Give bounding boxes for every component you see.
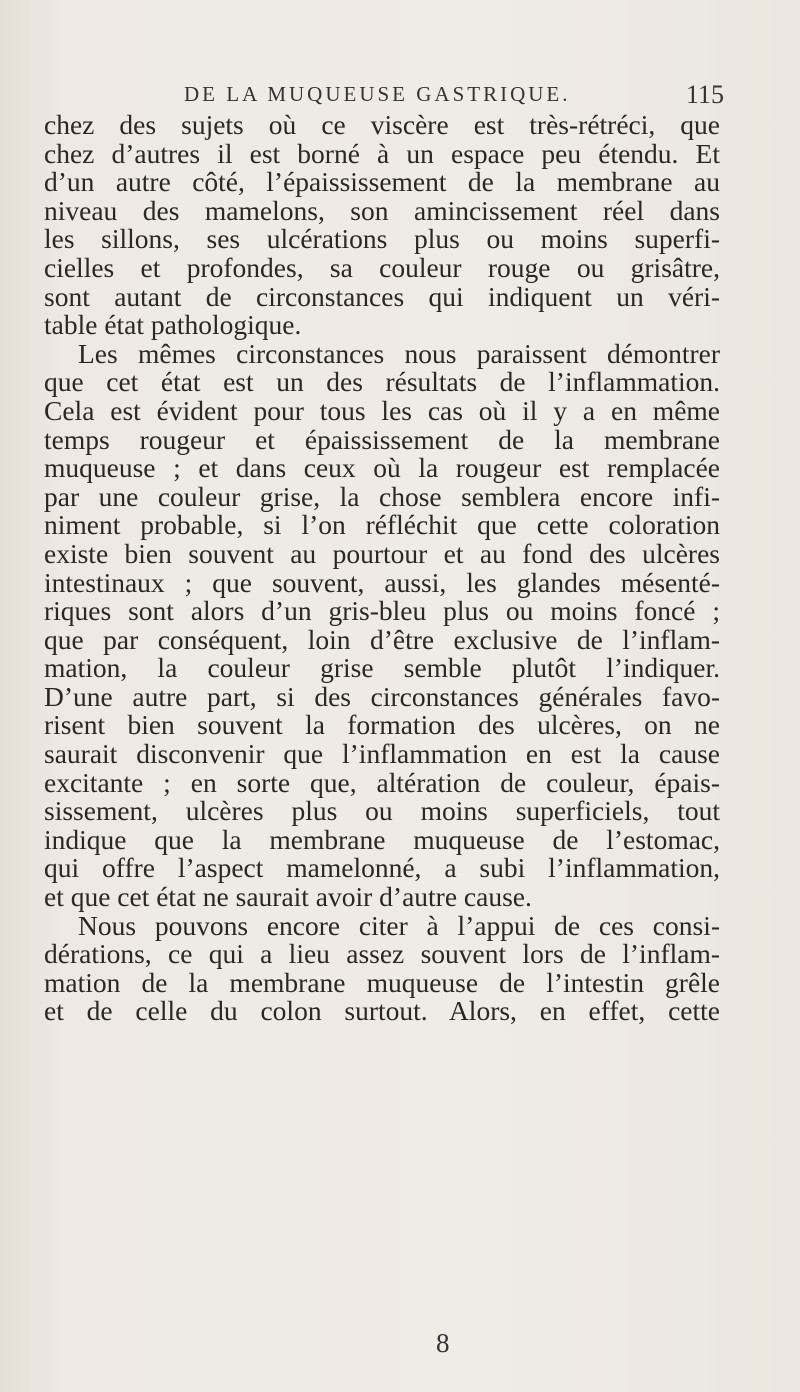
text-line: indique que la membrane muqueuse de l’estomac, [44,823,720,855]
text-line: D’une autre part, si des circonstances générales favo- [44,680,720,712]
text-line: qui offre l’aspect mamelonné, a subi l’inflammation, [44,852,720,884]
running-head: DE LA MUQUEUSE GASTRIQUE. [184,82,571,106]
text-line: niveau des mamelons, son amincissement réel dans [44,194,720,226]
text-line: par une couleur grise, la chose semblera encore infi- [44,480,720,512]
page-number: 115 [685,80,724,109]
text-line: dérations, ce qui a lieu assez souvent lors de l’inflam- [44,938,720,970]
text-line: d’un autre côté, l’épaississement de la membrane au [44,166,720,198]
text-line: niment probable, si l’on réfléchit que cette coloration [44,509,720,541]
signature-mark: 8 [436,1328,450,1358]
text-line: mation, la couleur grise semble plutôt l’indiquer. [44,652,720,684]
text-line: saurait disconvenir que l’inflammation en est la cause [44,738,720,770]
text-line: temps rougeur et épaississement de la membrane [44,423,720,455]
text-line: et que cet état ne saurait avoir d’autre cause. [44,881,532,913]
text-line: cielles et profondes, sa couleur rouge ou grisâtre, [44,251,720,283]
body-text [44,111,720,1026]
text-line: chez des sujets où ce viscère est très-rétréci, que [44,109,720,140]
text-line: et de celle du colon surtout. Alors, en effet, cette [44,995,720,1027]
text-line: muqueuse ; et dans ceux où la rougeur est remplacée [44,452,720,484]
text-line: que par conséquent, loin d’être exclusive de l’inflam- [44,623,720,655]
text-line: chez d’autres il est borné à un espace peu étendu. Et [44,137,720,169]
text-line: riques sont alors d’un gris-bleu plus ou moins foncé ; [44,595,720,627]
text-line: Cela est évident pour tous les cas où il y a en même [44,394,720,426]
text-line: excitante ; en sorte que, altération de couleur, épais- [44,766,720,798]
text-line: risent bien souvent la formation des ulcères, on ne [44,709,720,741]
text-line: Les mêmes circonstances nous paraissent démontrer [78,337,720,369]
text-line: que cet état est un des résultats de l’inflammation. [44,366,720,398]
text-line: Nous pouvons encore citer à l’appui de ces consi- [78,909,720,941]
text-line: existe bien souvent au pourtour et au fond des ulcères [44,537,720,569]
text-line: les sillons, ses ulcérations plus ou moins superfi- [44,223,720,255]
text-line: mation de la membrane muqueuse de l’intestin grêle [44,966,720,998]
text-line: sont autant de circonstances qui indiquent un véri- [44,280,720,312]
text-line: intestinaux ; que souvent, aussi, les glandes mésenté- [44,566,720,598]
text-line: sissement, ulcères plus ou moins superficiels, tout [44,795,720,827]
text-line: table état pathologique. [44,309,302,341]
